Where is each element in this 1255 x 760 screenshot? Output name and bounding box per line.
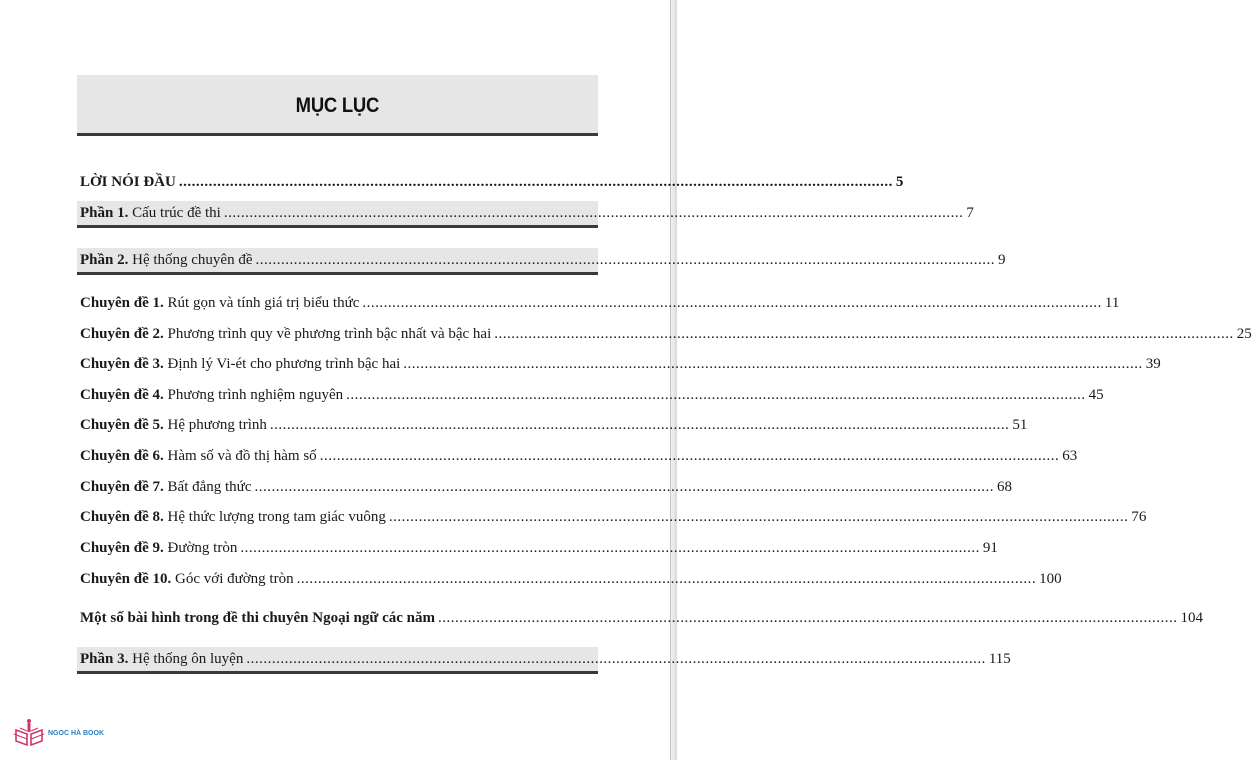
entry-page: 45 — [1088, 387, 1104, 403]
entry-text: Phương trình quy về phương trình bậc nhất và bậc hai — [163, 326, 492, 342]
toc-entry-topic-8[interactable] — [77, 509, 1147, 525]
entry-page: 100 — [1039, 571, 1062, 587]
entry-page: 7 — [966, 205, 974, 221]
entry-prefix: Chuyên đề 9. — [80, 540, 164, 556]
toc-entry-topic-2[interactable] — [77, 326, 1252, 342]
entry-page: 63 — [1062, 448, 1078, 464]
entry-text: Hệ thức lượng trong tam giác vuông — [163, 509, 386, 525]
entry-prefix: Chuyên đề 1. — [80, 295, 164, 311]
entry-text: Rút gọn và tính giá trị biểu thức — [163, 295, 360, 311]
dot-leader: .............................................................................................................................................................................. — [269, 417, 1010, 433]
entry-text: Định lý Vi-ét cho phương trình bậc hai — [163, 356, 401, 372]
toc-entry-part-3[interactable] — [77, 647, 1011, 674]
toc-entry-foreword[interactable] — [77, 174, 904, 190]
dot-leader: .............................................................................................................................................................................. — [319, 448, 1060, 464]
entry-prefix: Phần 1. — [80, 205, 129, 221]
entry-text: Hàm số và đồ thị hàm số — [163, 448, 317, 464]
entry-prefix: Chuyên đề 10. — [80, 571, 172, 587]
entry-page: 76 — [1131, 509, 1147, 525]
dot-leader: .............................................................................................................................................................................. — [346, 387, 1086, 403]
entry-page: 9 — [998, 252, 1006, 268]
entry-text: Góc với đường tròn — [171, 571, 294, 587]
toc-entry-extra-geometry[interactable] — [77, 610, 1204, 626]
entry-text: Hệ thống ôn luyện — [128, 651, 244, 667]
entry-prefix: Chuyên đề 4. — [80, 387, 164, 403]
entry-prefix: Chuyên đề 6. — [80, 448, 164, 464]
entry-prefix: Chuyên đề 5. — [80, 417, 164, 433]
entry-text: Đường tròn — [163, 540, 238, 556]
entry-prefix: LỜI NÓI ĐẦU — [80, 174, 176, 190]
entry-text: Phương trình nghiệm nguyên — [163, 387, 344, 403]
entry-text: Cấu trúc đề thi — [128, 205, 221, 221]
dot-leader: .............................................................................................................................................................................. — [494, 326, 1234, 342]
dot-leader: .............................................................................................................................................................................. — [438, 610, 1178, 626]
toc-title-box — [77, 75, 598, 136]
entry-page: 5 — [895, 174, 904, 190]
book-stack-icon — [12, 718, 46, 748]
entry-page: 68 — [996, 479, 1012, 495]
dot-leader: .............................................................................................................................................................................. — [362, 295, 1102, 311]
entry-page: 104 — [1180, 610, 1204, 626]
dot-leader: .............................................................................................................................................................................. — [296, 571, 1037, 587]
entry-text: Bất đẳng thức — [163, 479, 252, 495]
dot-leader: .............................................................................................................................................................................. — [403, 356, 1143, 372]
entry-prefix: Chuyên đề 8. — [80, 509, 164, 525]
dot-leader: .............................................................................................................................................................................. — [255, 252, 995, 268]
toc-title: MỤC LỤC — [295, 94, 380, 117]
toc-entry-topic-6[interactable] — [77, 448, 1078, 464]
dot-leader: .............................................................................................................................................................................. — [254, 479, 994, 495]
brand-logo — [12, 718, 104, 748]
dot-leader: .............................................................................................................................................................................. — [223, 205, 964, 221]
dot-leader: .............................................................................................................................................................................. — [246, 651, 986, 667]
toc-entry-topic-5[interactable] — [77, 417, 1028, 433]
entry-prefix: Phần 3. — [80, 651, 129, 667]
dot-leader: ........................................................................................................................................................................ — [178, 174, 893, 190]
toc-entry-topic-4[interactable] — [77, 387, 1104, 403]
entry-prefix: Chuyên đề 7. — [80, 479, 164, 495]
entry-page: 11 — [1104, 295, 1120, 311]
entry-page: 91 — [982, 540, 998, 556]
entry-page: 115 — [988, 651, 1011, 667]
entry-text: Hệ phương trình — [163, 417, 267, 433]
entry-page: 51 — [1012, 417, 1028, 433]
entry-text: Hệ thống chuyên đề — [128, 252, 253, 268]
entry-page: 25 — [1236, 326, 1252, 342]
entry-prefix: Chuyên đề 3. — [80, 356, 164, 372]
entry-prefix: Một số bài hình trong đề thi chuyên Ngoại ngữ các năm — [80, 610, 436, 626]
toc-entry-part-2[interactable] — [77, 248, 1006, 275]
brand-name: NGOC HÀ BOOK — [48, 729, 104, 737]
entry-prefix: Phần 2. — [80, 252, 129, 268]
toc-entry-topic-10[interactable] — [77, 571, 1062, 587]
toc-entry-topic-7[interactable] — [77, 479, 1012, 495]
entry-prefix: Chuyên đề 2. — [80, 326, 164, 342]
entry-page: 39 — [1145, 356, 1161, 372]
toc-entry-topic-1[interactable] — [77, 295, 1120, 311]
page-edge — [670, 0, 677, 760]
toc-entry-part-1[interactable] — [77, 201, 974, 228]
toc-entry-topic-9[interactable] — [77, 540, 998, 556]
dot-leader: .............................................................................................................................................................................. — [388, 509, 1129, 525]
dot-leader: .............................................................................................................................................................................. — [240, 540, 980, 556]
toc-entry-topic-3[interactable] — [77, 356, 1161, 372]
